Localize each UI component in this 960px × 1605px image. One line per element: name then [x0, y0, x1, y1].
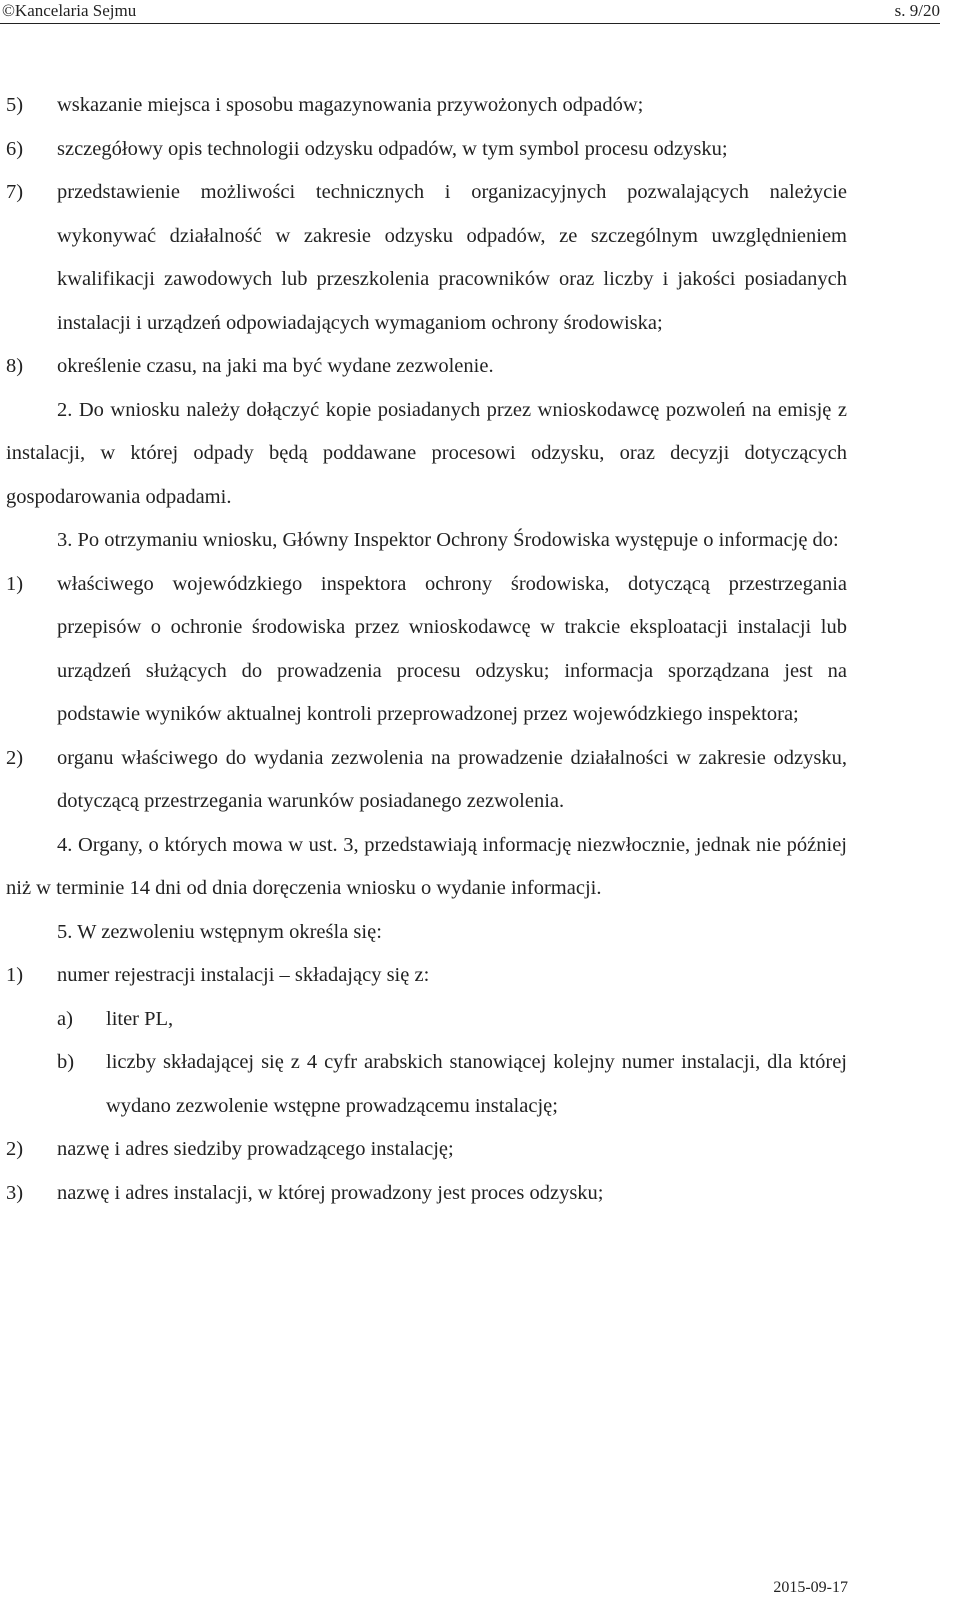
list-item-text: numer rejestracji instalacji – składający się z: — [57, 964, 430, 986]
list-item — [6, 563, 847, 737]
list-item-number: 3) — [6, 1181, 24, 1204]
header-rule — [0, 23, 940, 24]
list-item-text: szczegółowy opis technologii odzysku odpadów, w tym symbol procesu odzysku; — [57, 137, 728, 160]
list-item-text: nazwę i adres instalacji, w której prowadzony jest proces odzysku; — [57, 1181, 604, 1204]
list-item-number: 7) — [6, 181, 24, 203]
header-copyright: ©Kancelaria Sejmu — [2, 1, 137, 20]
list-item — [6, 171, 847, 345]
list-item — [6, 954, 847, 998]
header-page-number: s. 9/20 — [894, 1, 940, 20]
sub-list-item-letter: b) — [57, 1051, 75, 1073]
page-header — [0, 0, 960, 24]
list-item-text: przedstawienie możliwości technicznych i organizacyjnych pozwalających należycie wykonywać działalność w zakresie odzysku odpadów, ze szczególnym uwzględnieniem kwalifikacji zawodowych lub przeszkolenia pracowników oraz liczby i jakości posiadanych instalacji i urządzeń odpowiadających wymaganiom ochrony środowiska; — [57, 181, 847, 334]
list-item-number: 1) — [6, 572, 24, 595]
paragraph-5: 5. W zezwoleniu wstępnym określa się: — [57, 920, 382, 943]
list-item — [6, 128, 847, 172]
list-item-text: nazwę i adres siedziby prowadzącego instalację; — [57, 1138, 454, 1160]
list-item-number: 2) — [6, 1138, 24, 1160]
document-body — [6, 84, 847, 1215]
paragraph-4: 4. Organy, o których mowa w ust. 3, przedstawiają informację niezwłocznie, jednak nie później niż w terminie 14 dni od dnia doręczenia wniosku o wydanie informacji. — [6, 833, 847, 899]
list-item-number: 2) — [6, 746, 24, 769]
list-item-text: właściwego wojewódzkiego inspektora ochrony środowiska, dotyczącą przestrzegania przepisów o ochronie środowiska przez wnioskodawcę w trakcie eksploatacji instalacji lub urządzeń służących do prowadzenia procesu odzysku; informacja sporządzana jest na podstawie wyników aktualnej kontroli przeprowadzonej przez wojewódzkiego inspektora; — [57, 572, 847, 725]
list-item-number: 5) — [6, 94, 24, 116]
paragraph-2: 2. Do wniosku należy dołączyć kopie posiadanych przez wnioskodawcę pozwoleń na emisję z instalacji, w której odpady będą poddawane procesowi odzysku, oraz decyzji dotyczących gospodarowania odpadami. — [6, 398, 847, 508]
sub-list-item-letter: a) — [57, 1007, 73, 1030]
list-item-text: określenie czasu, na jaki ma być wydane zezwolenie. — [57, 355, 494, 377]
sub-list-item — [57, 1041, 847, 1128]
footer-date: 2015-09-17 — [773, 1579, 848, 1596]
list-item — [6, 737, 847, 824]
list-item-text: organu właściwego do wydania zezwolenia na prowadzenie działalności w zakresie odzysku, dotyczącą przestrzegania warunków posiadanego zezwolenia. — [57, 746, 847, 812]
list-item-text: wskazanie miejsca i sposobu magazynowania przywożonych odpadów; — [57, 94, 644, 116]
paragraph-3: 3. Po otrzymaniu wniosku, Główny Inspektor Ochrony Środowiska występuje o informację do: — [57, 529, 839, 551]
list-item — [6, 345, 847, 389]
list-item-number: 8) — [6, 355, 24, 377]
list-item-number: 1) — [6, 964, 24, 986]
sub-list-item — [57, 998, 847, 1042]
list-item-number: 6) — [6, 137, 24, 160]
list-item — [6, 1128, 847, 1172]
list-item — [6, 1172, 847, 1216]
list-item — [6, 84, 847, 128]
sub-list-item-text: liter PL, — [106, 1007, 174, 1030]
sub-list-item-text: liczby składającej się z 4 cyfr arabskich stanowiącej kolejny numer instalacji, dla której wydano zezwolenie wstępne prowadzącemu instalację; — [106, 1051, 847, 1117]
